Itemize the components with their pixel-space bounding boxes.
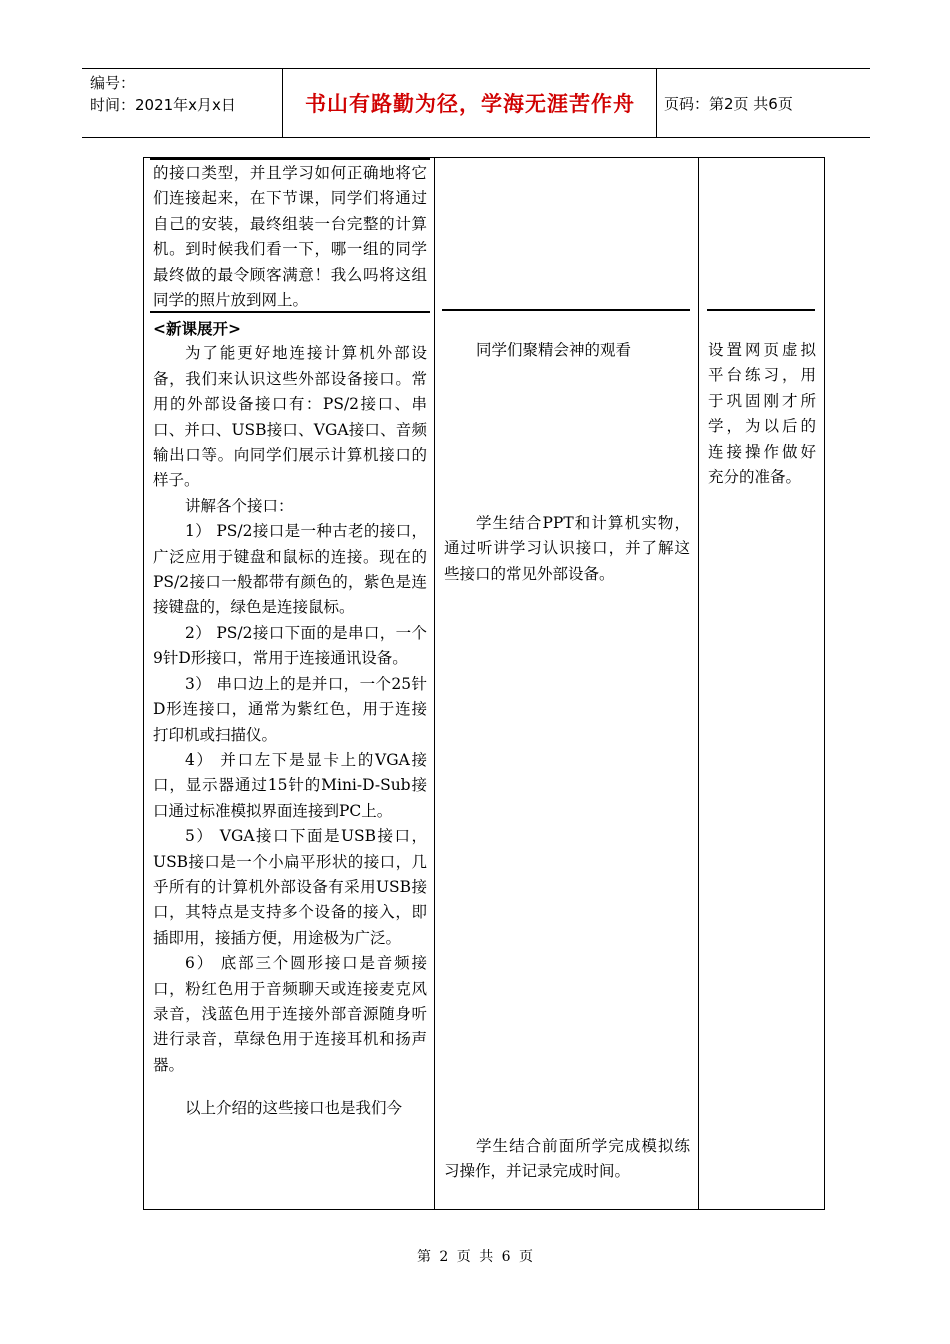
header-divider xyxy=(656,69,657,137)
section-heading: <新课展开> xyxy=(153,319,241,338)
explain-label: 讲解各个接口： xyxy=(185,496,294,515)
spacer xyxy=(153,1078,427,1096)
student-activity-learn: 学生结合PPT和计算机实物，通过听讲学习认识接口，并了解这些接口的常见外部设备。 xyxy=(444,514,690,583)
closing-text: 以上介绍的这些接口也是我们今 xyxy=(185,1099,403,1118)
rule-top xyxy=(150,158,430,160)
teacher-activity-top xyxy=(153,161,427,313)
intro-paragraph: 为了能更好地连接计算机外部设备，我们来认识这些外部设备接口。常用的外部设备接口有：PS/2接口、串口、并口、USB接口、VGA接口、音频输出口等。向同学们展示计算机接口的样子。 xyxy=(153,344,427,490)
doc-time: 时间：2021年x月x日 xyxy=(90,96,236,114)
header-divider xyxy=(282,69,283,137)
student-activity-practice: 学生结合前面所学完成模拟练习操作，并记录完成时间。 xyxy=(444,1137,690,1181)
list-item: 5） VGA接口下面是USB接口，USB接口是一个小扁平形状的接口，几乎所有的计算机外部设备有采用USB接口，其特点是支持多个设备的接入，即插即用，接插方便，用途极为广泛。 xyxy=(153,827,427,947)
header-meta xyxy=(90,72,280,116)
column-divider xyxy=(698,158,699,1209)
header-page-info: 页码：第2页 共6页 xyxy=(664,94,793,113)
page-footer: 第 2 页 共 6 页 xyxy=(416,1249,534,1265)
header-motto: 书山有路勤为径，学海无涯苦作舟 xyxy=(305,92,635,116)
column-divider xyxy=(434,158,435,1209)
list-item: 6） 底部三个圆形接口是音频接口，粉红色用于音频聊天或连接麦克风录音，浅蓝色用于连接外部音源随身听进行录音，草绿色用于连接耳机和扬声器。 xyxy=(153,954,427,1074)
rule-separator xyxy=(707,309,815,311)
student-activity-watch: 同学们聚精会神的观看 xyxy=(476,341,632,359)
lesson-table xyxy=(143,157,825,1210)
design-intent: 设置网页虚拟平台练习，用于巩固刚才所学，为以后的连接操作做好充分的准备。 xyxy=(708,341,816,487)
list-item: 3） 串口边上的是并口，一个25针D形连接口，通常为紫红色，用于连接打印机或扫描仪。 xyxy=(153,674,427,744)
list-item: 2） PS/2接口下面的是串口，一个9针D形接口，常用于连接通讯设备。 xyxy=(153,623,427,668)
doc-code-label: 编号： xyxy=(90,74,136,92)
list-item: 4） 并口左下是显卡上的VGA接口，显示器通过15针的Mini-D-Sub接口通过标准模拟界面连接到PC上。 xyxy=(153,750,427,820)
list-item: 1） PS/2接口是一种古老的接口，广泛应用于键盘和鼠标的连接。现在的PS/2接口一般都带有颜色的，紫色是连接键盘的，绿色是连接鼠标。 xyxy=(153,522,427,617)
page-header xyxy=(82,68,870,138)
intro-continuation: 的接口类型，并且学习如何正确地将它们连接起来，在下节课，同学们将通过自己的安装，最终组装一台完整的计算机。到时候我们看一下，哪一组的同学最终做的最令顾客满意！我么吗将这组同学的照片放到网上。 xyxy=(153,164,427,310)
teacher-activity-main xyxy=(153,316,427,1122)
rule-separator xyxy=(442,309,690,311)
